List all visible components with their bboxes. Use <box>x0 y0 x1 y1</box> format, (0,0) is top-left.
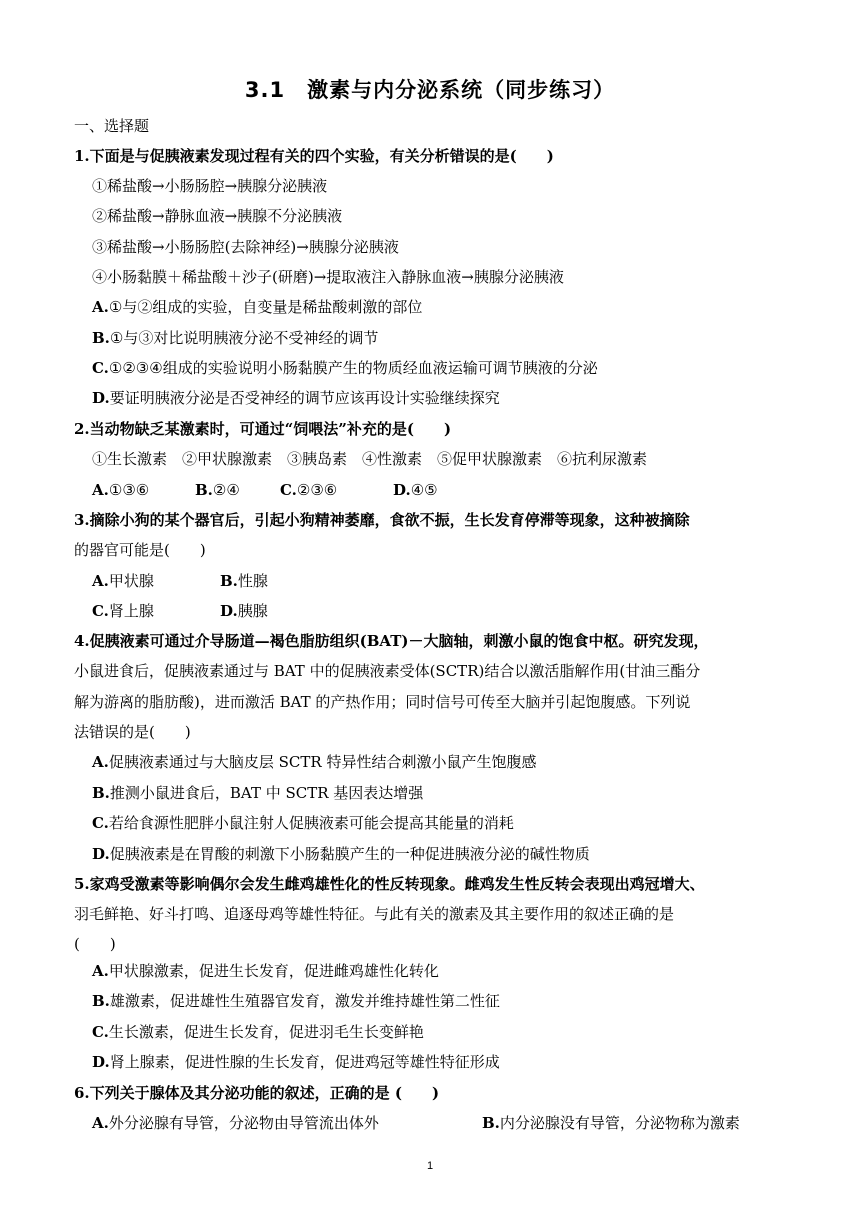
question-5-stem: 5.家鸡受激素等影响偶尔会发生雌鸡雄性化的性反转现象。雌鸡发生性反转会表现出鸡冠增大、 <box>74 875 705 893</box>
question-1-item: ③稀盐酸→小肠肠腔(去除神经)→胰腺分泌胰液 <box>92 238 399 256</box>
question-3-stem-cont: 的器官可能是( ) <box>74 541 206 559</box>
question-4-option-d: D.促胰液素是在胃酸的刺激下小肠黏膜产生的一种促进胰液分泌的碱性物质 <box>92 845 590 863</box>
question-6-option-b: B.内分泌腺没有导管，分泌物称为激素 <box>482 1114 740 1132</box>
question-2-option-a: A.①③⑥ <box>92 481 150 499</box>
question-2-stem: 2.当动物缺乏某激素时，可通过“饲喂法”补充的是( ) <box>74 420 452 438</box>
section-heading: 一、选择题 <box>74 117 150 135</box>
question-1-item: ④小肠黏膜＋稀盐酸＋沙子(研磨)→提取液注入静脉血液→胰腺分泌胰液 <box>92 268 564 286</box>
question-1-option-b: B.①与③对比说明胰液分泌不受神经的调节 <box>92 329 379 347</box>
question-1-stem: 1.下面是与促胰液素发现过程有关的四个实验，有关分析错误的是( ) <box>74 147 554 165</box>
question-1-item: ②稀盐酸→静脉血液→胰腺不分泌胰液 <box>92 207 343 225</box>
question-5-stem-cont: 羽毛鲜艳、好斗打鸣、追逐母鸡等雄性特征。与此有关的激素及其主要作用的叙述正确的是 <box>74 905 675 923</box>
question-6-option-a: A.外分泌腺有导管，分泌物由导管流出体外 <box>92 1114 379 1132</box>
question-3-option-d: D.胰腺 <box>220 602 268 620</box>
question-2-items: ①生长激素 ②甲状腺激素 ③胰岛素 ④性激素 ⑤促甲状腺激素 ⑥抗利尿激素 <box>92 450 648 468</box>
question-1-option-d: D.要证明胰液分泌是否受神经的调节应该再设计实验继续探究 <box>92 389 500 407</box>
question-4-stem-cont: 小鼠进食后，促胰液素通过与 BAT 中的促胰液素受体(SCTR)结合以激活脂解作用(甘油三酯分 <box>74 662 701 680</box>
question-3-option-a: A.甲状腺 <box>92 572 154 590</box>
question-4-stem: 4.促胰液素可通过介导肠道—褐色脂肪组织(BAT)－大脑轴，刺激小鼠的饱食中枢。研究发现， <box>74 632 709 650</box>
question-2-option-d: D.④⑤ <box>393 481 438 499</box>
question-1-item: ①稀盐酸→小肠肠腔→胰腺分泌胰液 <box>92 177 328 195</box>
question-3-option-c: C.肾上腺 <box>92 602 154 620</box>
question-3-stem: 3.摘除小狗的某个器官后，引起小狗精神萎靡，食欲不振，生长发育停滞等现象，这种被摘除 <box>74 511 690 529</box>
question-3-option-b: B.性腺 <box>220 572 268 590</box>
question-1-option-c: C.①②③④组成的实验说明小肠黏膜产生的物质经血液运输可调节胰液的分泌 <box>92 359 598 377</box>
question-4-stem-cont: 法错误的是( ) <box>74 723 191 741</box>
page-title: 3.1 激素与内分泌系统（同步练习） <box>244 78 616 102</box>
question-5-stem-cont: ( ) <box>74 935 116 953</box>
question-5-option-d: D.肾上腺素，促进性腺的生长发育，促进鸡冠等雄性特征形成 <box>92 1053 500 1071</box>
question-1-option-a: A.①与②组成的实验，自变量是稀盐酸刺激的部位 <box>92 298 423 316</box>
question-5-option-b: B.雄激素，促进雄性生殖器官发育，激发并维持雄性第二性征 <box>92 992 500 1010</box>
question-2-option-c: C.②③⑥ <box>280 481 338 499</box>
question-2-option-b: B.②④ <box>195 481 240 499</box>
question-4-option-c: C.若给食源性肥胖小鼠注射人促胰液素可能会提高其能量的消耗 <box>92 814 514 832</box>
question-4-option-a: A.促胰液素通过与大脑皮层 SCTR 特异性结合刺激小鼠产生饱腹感 <box>92 753 537 771</box>
question-5-option-c: C.生长激素，促进生长发育，促进羽毛生长变鲜艳 <box>92 1023 424 1041</box>
question-6-stem: 6.下列关于腺体及其分泌功能的叙述，正确的是 ( ) <box>74 1084 440 1102</box>
page-number: 1 <box>426 1160 434 1172</box>
question-4-option-b: B.推测小鼠进食后，BAT 中 SCTR 基因表达增强 <box>92 784 424 802</box>
question-4-stem-cont: 解为游离的脂肪酸)，进而激活 BAT 的产热作用；同时信号可传至大脑并引起饱腹感。下列说 <box>74 693 691 711</box>
question-5-option-a: A.甲状腺激素，促进生长发育，促进雌鸡雄性化转化 <box>92 962 439 980</box>
